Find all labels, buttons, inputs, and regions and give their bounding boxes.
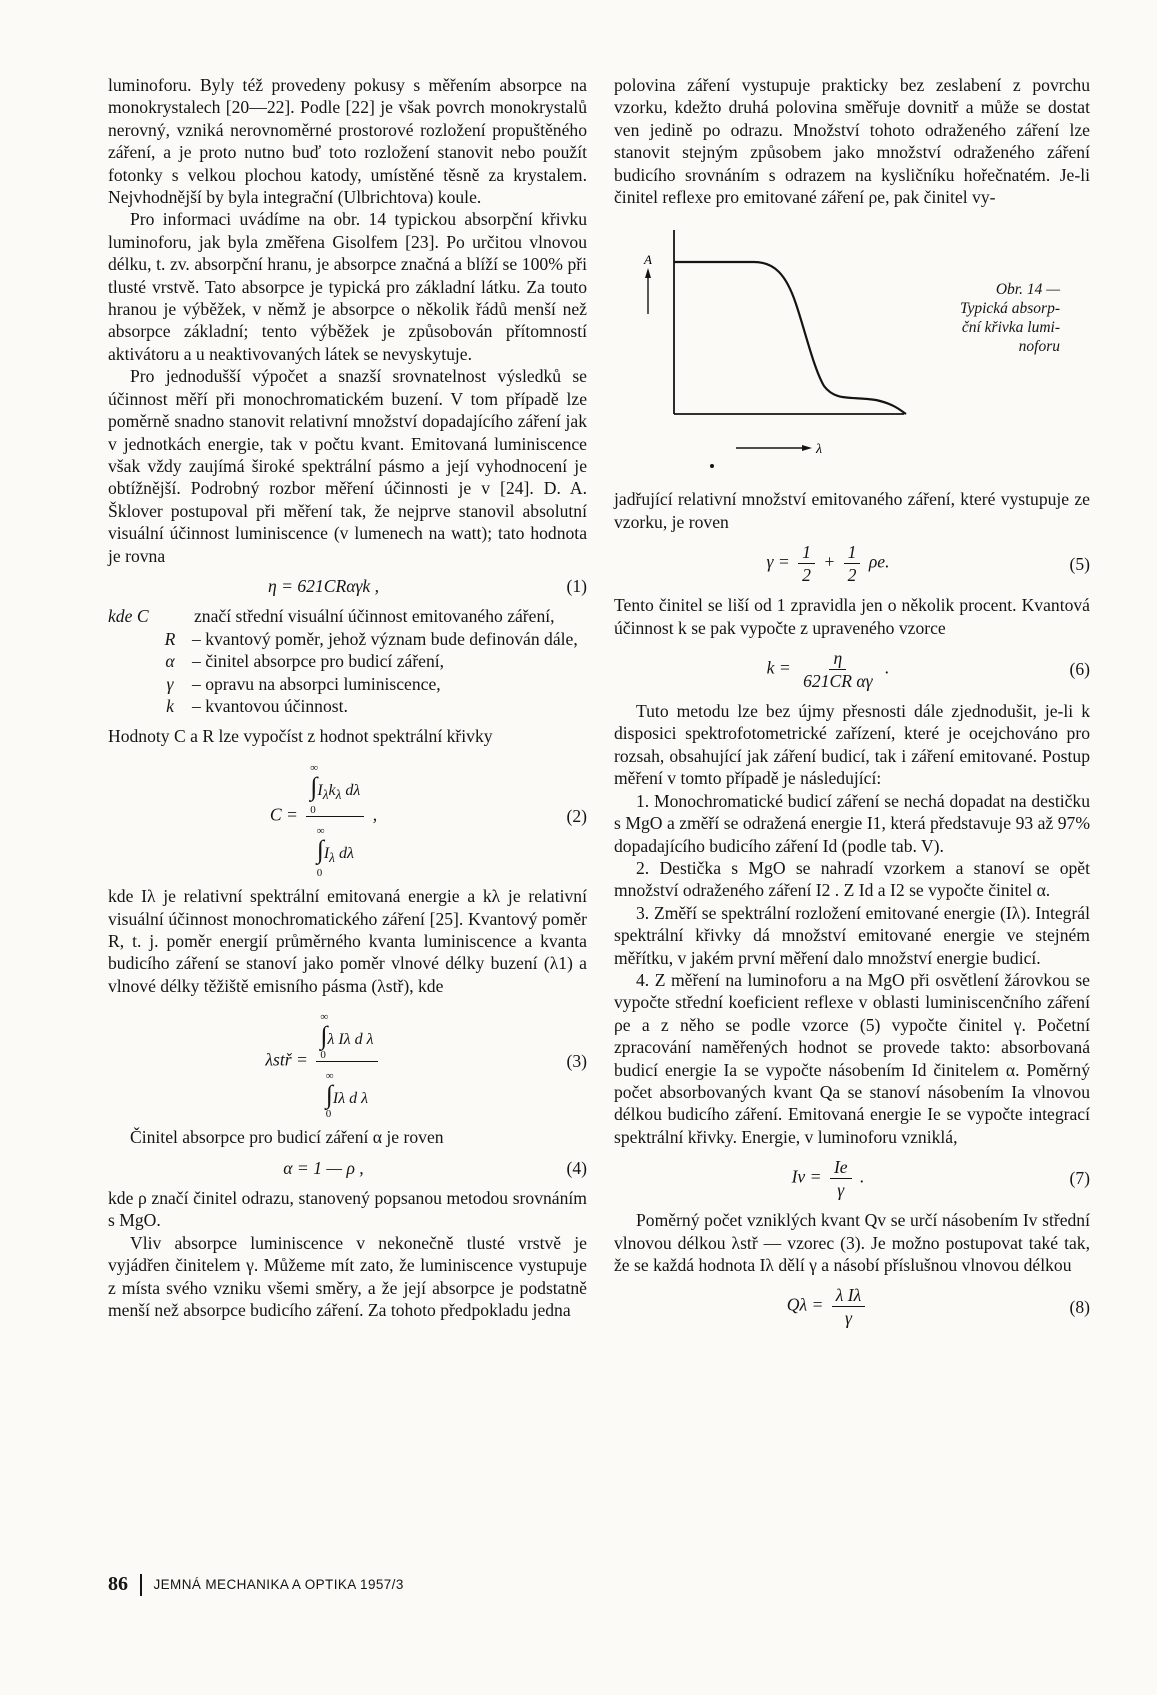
figure-caption: Obr. 14 — Typická absorp- ční křivka lumi- noforu <box>959 281 1060 356</box>
arrowhead-icon <box>802 445 812 451</box>
equation-1 <box>108 575 587 597</box>
definition-row <box>108 628 587 650</box>
paragraph: kde Iλ je relativní spektrální emitovaná energie a kλ je relativní visuální účinnost monochromatického záření [25]. Kvantový poměr R, t. j. poměr energií průměrného kvanta luminiscence a kvanta budicího záření se stanoví jako poměr vlnové délky buzení (λ1) a vlnové délky těžiště emisního pásma (λstř), kde <box>108 886 587 996</box>
equation-number: (8) <box>1069 1296 1090 1317</box>
integral: ∞ ∫λ Iλ d λ 0 <box>320 1011 374 1062</box>
list-item: 3. Změří se spektrální rozložení emitované energie (Iλ). Integrál spektrální křivky dá množství emitované energie ve stejném měřítku, v jakém první měření dalo množství energie budicí. <box>614 902 1090 968</box>
definition-row <box>108 650 587 672</box>
paragraph: jadřující relativní množství emitovaného záření, které vystupuje ze vzorku, je roven <box>614 489 1090 532</box>
procedure-list <box>614 790 1090 1149</box>
definition-symbol: R <box>164 628 176 649</box>
journal-name: JEMNÁ MECHANIKA A OPTIKA 1957/3 <box>153 1577 404 1592</box>
equation-number: (2) <box>566 806 587 827</box>
paragraph: Pro informaci uvádíme na obr. 14 typickou absorpční křivku luminoforu, jak byla změřena Gisolfem [23]. Po určitou vlnovou délku, t. zv. absorpční hranu, je absorpce značná a blíží se 100% při tlusté vrstvě. Tato absorpce je typická pro základní látku. Za touto hranou je výběžek, v němž je absorpce o několik řádů menší než absorpce základní; tento výběžek je způsobován přítomností aktivátoru a u neaktivovaných látek se nevyskytuje. <box>108 209 587 364</box>
right-column <box>614 74 1090 1337</box>
paragraph: Poměrný počet vzniklých kvant Qv se určí násobením Iv střední vlnovou délkou λstř — vzorec (3). Je možno postupovat také tak, že se každá hodnota Iλ dělí γ a násobí příslušnou vlnovou délkou <box>614 1210 1090 1275</box>
paragraph: Tuto metodu lze bez újmy přesnosti dále zjednodušit, je-li k disposici spektrofotometrické zařízení, které je ocejchováno pro rozsah, obsahující jak záření budicí, tak i záření emitované. Postup měření v tomto případě je následující: <box>614 701 1090 789</box>
definition-text: – opravu na absorpci luminiscence, <box>192 673 441 694</box>
equation-4 <box>108 1157 587 1179</box>
list-item: 4. Z měření na luminoforu a na MgO při osvětlení žárovkou se vypočte střední koeficient reflexe v oblasti luminiscenčního záření ρe a z něho se podle vzorce (5) vypočte činitel γ. Početní zpracování naměřených hodnot se provede takto: absorbovaná budicí energie Ia se vypočte násobením Id činitelem α. Poměrný počet absorbovaných kvant Qa se stanoví násobením Ia vlnovou délkou budicího záření. Emitovaná energie Ie se vypočte integrací spektrální křivky. Energie, v luminoforu vzniklá, <box>614 969 1090 1147</box>
definition-symbol: k <box>166 695 174 716</box>
equation-lhs: λstř = <box>265 1049 308 1070</box>
definition-symbol: kde C <box>108 606 149 627</box>
fraction: $\frac{Ie}{\gamma}$ <box>830 1156 852 1201</box>
fraction <box>316 1003 377 1120</box>
paragraph: polovina záření vystupuje prakticky bez zeslabení z povrchu vzorku, kdežto druhá polovina směřuje dovnitř a může se dostat ven jedině po odrazu. Množství tohoto odraženého záření lze stanovit stejným způsobem jako množství odraženého záření budicího srovnáním s odrazem na kysličníku hořečnatém. Je-li činitel reflexe pro emitované záření ρe, pak činitel vy- <box>614 75 1090 208</box>
equation-body: η = 621CRαγk , <box>267 575 380 596</box>
equation-number: (6) <box>1069 659 1090 680</box>
equation-lhs: C = <box>269 804 298 825</box>
paragraph: Hodnoty C a R lze vypočíst z hodnot spektrální křivky <box>108 726 493 747</box>
equation-8: Qλ = $\frac{\text{λ Iλ}}{\gamma}$ (8) <box>786 1285 1090 1329</box>
definition-text: – činitel absorpce pro budicí záření, <box>192 651 445 672</box>
integral: ∞ $\int I_\lambda k_\lambda$ dλ 0 <box>310 761 361 816</box>
definition-row <box>108 605 587 627</box>
equation-5: γ = $\frac{1}{2}$ + $\frac{1}{2}$ ρe. (5) <box>766 542 1090 586</box>
page-footer <box>108 1573 404 1596</box>
list-item: 1. Monochromatické budicí záření se nechá dopadat na destičku s MgO a změří se odražená energie I1, která představuje 93 až 97% dopadajícího budicího záření Id (podle tab. V). <box>614 790 1090 856</box>
paragraph: luminoforu. Byly též provedeny pokusy s měřením absorpce na monokrystalech [20—22]. Podle [22] je však povrch monokrystalů nerovný, vzniká nerovnoměrné prostorové rozložení propuštěného záření, a je proto nutno buď toto rozložení stanovit nebo použít fotonky s velkou plochou katody, umístěné těsně za krystalem. Nejvhodnější by byla integrační (Ulbrichtova) koule. <box>108 75 587 208</box>
fraction: $\frac{1}{2}$ <box>798 541 815 586</box>
equation-number: (7) <box>1069 1168 1090 1189</box>
equation-number: (5) <box>1069 553 1090 574</box>
fraction <box>306 754 364 879</box>
paragraph: Vliv absorpce luminiscence v nekonečně tlusté vrstvě je vyjádřen činitelem γ. Můžeme mít zato, že luminiscence vystupuje z místa svého vzniku všemi směry, a že její absorpce je podstatně menší než absorpce budicího záření. Za tohoto předpokladu jedna <box>108 1232 587 1321</box>
page-number: 86 <box>108 1573 128 1595</box>
equation-3 <box>108 1003 587 1120</box>
definition-row <box>108 673 587 695</box>
definition-symbol: γ <box>166 673 174 694</box>
list-item: 2. Destička s MgO se nahradí vzorkem a stanoví se opět množství odraženého záření I2 . Z Id a I2 se vypočte činitel α. <box>614 857 1090 901</box>
fraction: $\frac{\eta}{\text{621CR αγ}}$ <box>803 648 873 692</box>
left-column <box>108 74 587 1321</box>
definition-text: – kvantovou účinnost. <box>192 695 348 716</box>
symbol-definitions <box>108 605 587 717</box>
fraction: $\frac{\text{λ Iλ}}{\gamma}$ <box>832 1284 866 1329</box>
definition-text: značí střední visuální účinnost emitovaného záření, <box>194 606 555 627</box>
equation-number: (4) <box>566 1157 587 1178</box>
fraction: $\frac{1}{2}$ <box>844 541 861 586</box>
print-dot <box>710 464 714 468</box>
absorption-curve <box>674 262 906 414</box>
integral: ∞ $\int I_\lambda$ dλ 0 <box>316 824 354 880</box>
footer-divider <box>140 1574 142 1596</box>
equation-2: C = ∞ $\int I_\lambda k_\lambda$ dλ 0 ∞ $\int I_\lambda$ dλ 0 , (2) <box>108 754 587 879</box>
paragraph: Pro jednodušší výpočet a snazší srovnatelnost výsledků se účinnost měří při monochromatickém buzení. V tom případě lze poměrně snadno stanovit relativní množství dopadajícího záření jak v jednotkách energie, tak v počtu kvant. Emitovaná luminiscence však vždy zaujímá široké spektrální pásmo a její vyhodnocení je obtížnější. Podrobný rozbor měření účinnosti je v [24]. D. A. Šklover postupoval při měření tak, že nejprve stanovil absolutní visuální účinnost luminiscence (v lumenech na watt); tato hodnota je rovna <box>108 366 587 566</box>
paragraph: Tento činitel se liší od 1 zpravidla jen o několik procent. Kvantová účinnost k se pak vypočte z upraveného vzorce <box>614 595 1090 638</box>
integral: ∞ ∫Iλ d λ 0 <box>325 1070 369 1121</box>
definition-row <box>108 695 587 717</box>
equation-body: α = 1 — ρ , <box>283 1157 364 1178</box>
y-axis-label: A <box>644 252 652 268</box>
equation-6: k = $\frac{\eta}{\text{621CR αγ}}$ . (6) <box>766 648 1090 692</box>
arrowhead-icon <box>645 268 651 278</box>
paragraph: Činitel absorpce pro budicí záření α je roven <box>130 1127 444 1148</box>
definition-symbol: α <box>165 651 175 672</box>
equation-number: (1) <box>566 575 587 596</box>
figure-14 <box>614 214 1090 476</box>
x-axis-label: λ <box>816 442 823 458</box>
equation-7: Iv = $\frac{Ie}{\gamma}$ . (7) <box>791 1157 1090 1201</box>
definition-text: – kvantový poměr, jehož význam bude definován dále, <box>192 628 578 649</box>
equation-number: (3) <box>566 1051 587 1072</box>
paragraph: kde ρ značí činitel odrazu, stanovený popsanou metodou srovnáním s MgO. <box>108 1188 587 1231</box>
